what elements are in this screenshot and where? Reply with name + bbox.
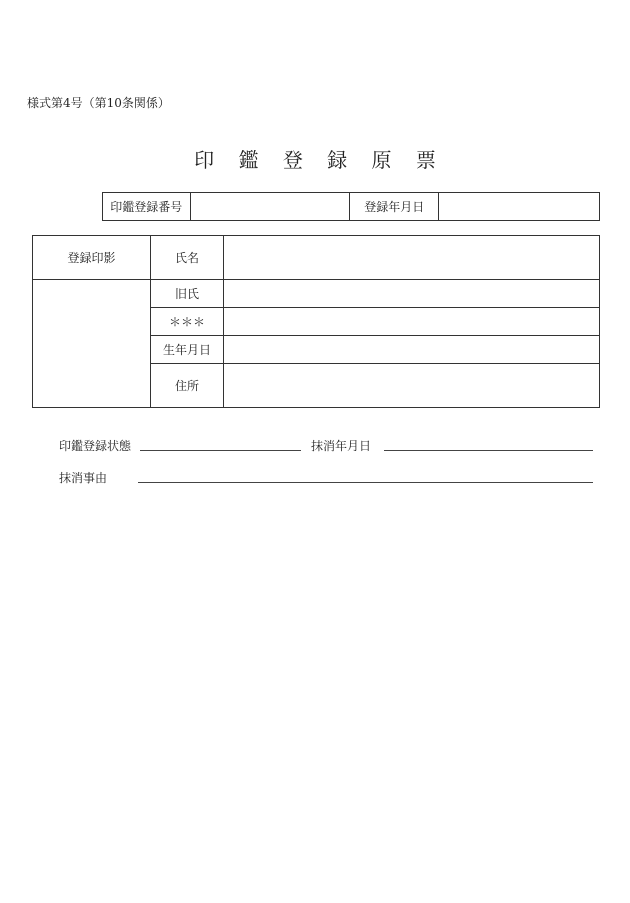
address-field[interactable] xyxy=(224,364,600,408)
name-field[interactable] xyxy=(224,236,600,280)
registration-number-label: 印鑑登録番号 xyxy=(103,193,191,221)
status-label: 印鑑登録状態 xyxy=(59,439,132,453)
registration-table xyxy=(102,192,600,221)
former-surname-label: 旧氏 xyxy=(151,280,224,308)
birth-date-label: 生年月日 xyxy=(151,336,224,364)
address-label: 住所 xyxy=(151,364,224,408)
cancel-date-field[interactable] xyxy=(384,450,593,451)
title-char: 原 xyxy=(371,148,392,172)
cancel-reason-field[interactable] xyxy=(138,482,593,483)
title-char: 票 xyxy=(415,148,436,172)
cancel-date-label: 抹消年月日 xyxy=(311,439,372,453)
name-label: 氏名 xyxy=(151,236,224,280)
cancel-reason-label: 抹消事由 xyxy=(59,471,108,485)
seal-impression-box[interactable] xyxy=(33,280,151,408)
title-char: 鑑 xyxy=(238,148,259,172)
registration-number-field[interactable] xyxy=(190,193,350,221)
title-char: 印 xyxy=(194,148,215,172)
page-title xyxy=(0,144,630,173)
form-number: 様式第4号（第10条関係） xyxy=(27,96,170,110)
former-surname-field[interactable] xyxy=(224,280,600,308)
registration-date-field[interactable] xyxy=(439,193,600,221)
masked-field[interactable] xyxy=(224,308,600,336)
title-char: 登 xyxy=(282,148,303,172)
status-field[interactable] xyxy=(140,450,301,451)
seal-impression-label: 登録印影 xyxy=(33,236,151,280)
registration-date-label: 登録年月日 xyxy=(350,193,439,221)
birth-date-field[interactable] xyxy=(224,336,600,364)
masked-label: ＊＊＊ xyxy=(151,308,224,336)
title-char: 録 xyxy=(327,148,348,172)
person-table xyxy=(32,235,600,408)
